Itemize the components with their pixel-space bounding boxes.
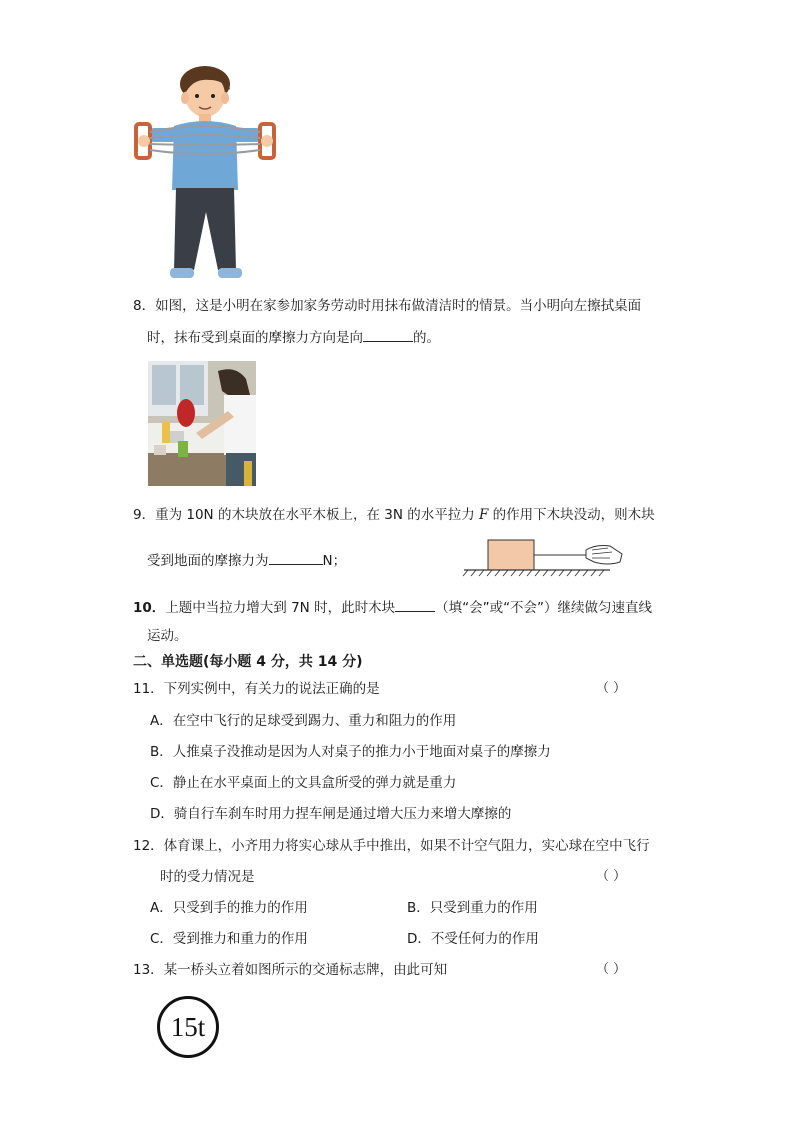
question-10-line-2: 运动。 xyxy=(147,628,188,644)
answer-blank-q10[interactable] xyxy=(395,597,435,612)
question-9-text-1: 9．重为 10N 的木块放在水平木板上，在 3N 的水平拉力 xyxy=(133,507,480,523)
question-13-answer-paren[interactable]: （ ） xyxy=(596,962,627,977)
question-9-text-before-blank: 受到地面的摩擦力为 xyxy=(147,553,269,569)
question-11-option-c[interactable]: C．静止在水平桌面上的文具盒所受的弹力就是重力 xyxy=(150,775,457,791)
question-9-text-2: 的作用下木块没动，则木块 xyxy=(488,507,655,523)
question-9-text-after-blank: N； xyxy=(322,553,347,569)
question-12-line-2: 时的受力情况是 xyxy=(160,869,255,885)
question-10-number: 10． xyxy=(133,600,166,616)
question-12-option-c[interactable]: C．受到推力和重力的作用 xyxy=(150,931,308,947)
question-13-stem: 13．某一桥头立着如图所示的交通标志牌，由此可知 xyxy=(133,962,448,978)
photo-cleaning-table xyxy=(148,361,256,486)
question-8-text-after-blank: 的。 xyxy=(413,330,440,346)
question-10-text-after-blank: （填“会”或“不会”）继续做匀速直线 xyxy=(435,600,653,616)
question-12-option-b[interactable]: B．只受到重力的作用 xyxy=(407,900,538,916)
question-9-line-2 xyxy=(147,550,346,571)
question-11-stem: 11．下列实例中，有关力的说法正确的是 xyxy=(133,681,380,697)
question-11-option-b[interactable]: B．人推桌子没推动是因为人对桌子的推力小于地面对桌子的摩擦力 xyxy=(150,744,551,760)
answer-blank-q8[interactable] xyxy=(363,327,413,342)
question-11-answer-paren[interactable]: （ ） xyxy=(596,681,627,696)
question-11-option-a[interactable]: A．在空中飞行的足球受到踢力、重力和阻力的作用 xyxy=(150,713,457,729)
figure-boy-chest-expander xyxy=(130,62,280,284)
traffic-sign-text: 15t xyxy=(170,1011,206,1042)
question-12-answer-paren[interactable]: （ ） xyxy=(596,869,627,884)
question-10-text-before-blank: 上题中当拉力增大到 7N 时，此时木块 xyxy=(165,600,396,616)
question-8-line-2 xyxy=(147,327,440,348)
force-symbol-f: F xyxy=(479,507,489,523)
question-12-option-a[interactable]: A．只受到手的推力的作用 xyxy=(150,900,308,916)
question-12-line-1: 12．体育课上，小齐用力将实心球从手中推出，如果不计空气阻力，实心球在空中飞行 xyxy=(133,838,650,854)
traffic-sign-weight-limit xyxy=(157,996,219,1058)
question-9-line-1 xyxy=(133,505,655,525)
question-11-option-d[interactable]: D．骑自行车刹车时用力捏车闸是通过增大压力来增大摩擦的 xyxy=(150,806,512,822)
question-10-line-1 xyxy=(133,597,652,618)
answer-blank-q9[interactable] xyxy=(269,550,323,565)
figure-block-pulled-by-hand xyxy=(462,536,628,580)
section-2-title: 二、单选题(每小题 4 分，共 14 分) xyxy=(133,654,363,670)
question-8-line-1: 8．如图，这是小明在家参加家务劳动时用抹布做清洁时的情景。当小明向左擦拭桌面 xyxy=(133,298,642,314)
question-8-text-before-blank: 时，抹布受到桌面的摩擦力方向是向 xyxy=(147,330,363,346)
question-12-option-d[interactable]: D．不受任何力的作用 xyxy=(407,931,539,947)
